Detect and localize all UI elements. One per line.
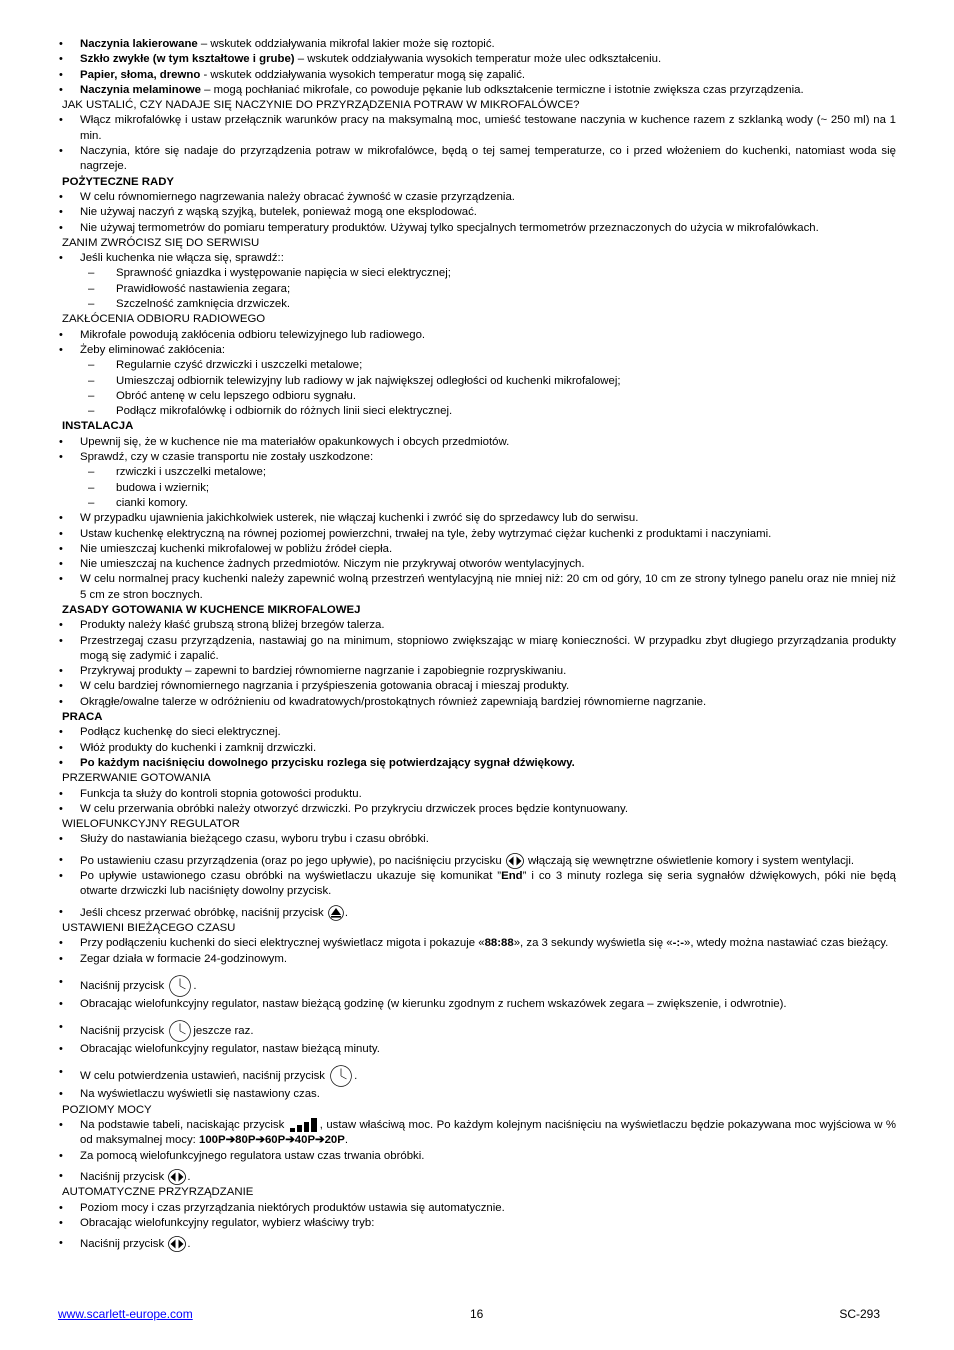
list-item: • Żeby eliminować zakłócenia: bbox=[58, 343, 896, 358]
list-item: • Poziom mocy i czas przyrządzania niektórych produktów ustawia się automatycznie. bbox=[58, 1201, 896, 1216]
list-item: • Naczynia melaminowe – mogą pochłaniać mikrofale, co powoduje pękanie lub odkształcenie termiczne i istotnie zwiększa czas przyrządzenia. bbox=[58, 83, 896, 98]
list-item: • Obracając wielofunkcyjny regulator, nastaw bieżącą godzinę (w kierunku zgodnym z ruchem wskazówek zegara – zwiększenie, i odwrotnie). bbox=[58, 997, 896, 1012]
list-item: • Naciśnij przycisk . bbox=[58, 1236, 896, 1252]
list-item: • Jeśli kuchenka nie włącza się, sprawdź:: bbox=[58, 251, 896, 266]
sub-list-item: – cianki komory. bbox=[58, 496, 896, 511]
list-item: • W celu przerwania obróbki należy otworzyć drzwiczki. Po przykryciu drzwiczek proces będzie kontynuowany. bbox=[58, 802, 896, 817]
list-item: • Nie używaj termometrów do pomiaru temperatury produktów. Używaj tylko specjalnych termometrów przeznaczonych do użycia w mikrofalówkach. bbox=[58, 221, 896, 236]
section-heading: ZAKŁÓCENIA ODBIORU RADIOWEGO bbox=[62, 313, 266, 326]
list-item: • Obracając wielofunkcyjny regulator, nastaw bieżącą minuty. bbox=[58, 1042, 896, 1057]
start-button-icon bbox=[506, 853, 524, 869]
list-item: • Po upływie ustawionego czasu obróbki na wyświetlaczu ukazuje się komunikat ”End” i co 3 minuty rozlega się seria sygnałów dźwiękowych, póki nie będą otwarte drzwiczki lub naciśnięty dowolny przycisk. bbox=[58, 869, 896, 900]
list-item: • Naczynia lakierowane – wskutek oddziaływania mikrofal lakier może się roztopić. bbox=[58, 37, 896, 52]
sub-list-item: – Regularnie czyść drzwiczki i uszczelki metalowe; bbox=[58, 358, 896, 373]
section-heading: POZIOMY MOCY bbox=[62, 1103, 152, 1116]
section-heading: ZASADY GOTOWANIA W KUCHENCE MIKROFALOWEJ bbox=[62, 603, 361, 616]
sub-list-item: – Umieszczaj odbiornik telewizyjny lub radiowy w jak największej odległości od kuchenki mikrofalowej; bbox=[58, 374, 896, 389]
sub-list-item: – Szczelność zamknięcia drzwiczek. bbox=[58, 297, 896, 312]
sub-list-item: – budowa i wziernik; bbox=[58, 481, 896, 496]
section-heading: AUTOMATYCZNE PRZYRZĄDZANIE bbox=[62, 1186, 254, 1199]
list-item: • Po ustawieniu czasu przyrządzenia (oraz po jego upływie), po naciśnięciu przycisku włączają się wewnętrzne oświetlenie komory i system wentylacji. bbox=[58, 853, 896, 869]
clock-button-icon bbox=[329, 1065, 353, 1087]
list-item: • W przypadku ujawnienia jakichkolwiek usterek, nie włączaj kuchenki i zwróć się do sprzedawcy lub do serwisu. bbox=[58, 511, 896, 526]
list-item: • Włóż produkty do kuchenki i zamknij drzwiczki. bbox=[58, 741, 896, 756]
section-heading: ZANIM ZWRÓCISZ SIĘ DO SERWISU bbox=[62, 236, 260, 249]
page-footer bbox=[58, 1307, 896, 1323]
list-item: • Okrągłe/owalne talerze w odróżnieniu od kwadratowych/prostokątnych również zapewniają bardziej równomierne nagrzanie. bbox=[58, 695, 896, 710]
start-button-icon bbox=[168, 1236, 186, 1252]
list-item: • Naciśnij przycisk jeszcze raz. bbox=[58, 1020, 896, 1042]
list-item: • Podłącz kuchenkę do sieci elektrycznej. bbox=[58, 725, 896, 740]
list-item: • Ustaw kuchenkę elektryczną na równej poziomej powierzchni, trwałej na tyle, żeby wytrzymać ciężar kuchenki z produktami i naczyniami. bbox=[58, 527, 896, 542]
clock-button-icon bbox=[168, 975, 192, 997]
list-item: • W celu normalnej pracy kuchenki należy zapewnić wolną przestrzeń wentylacyjną nie mniej niż: 20 cm od góry, 10 cm ze strony tylnego panelu oraz nie mniej niż 5 cm ze stron bocznych. bbox=[58, 572, 896, 603]
sub-list-item: – rzwiczki i uszczelki metalowe; bbox=[58, 465, 896, 480]
list-item: • W celu potwierdzenia ustawień, naciśnij przycisk . bbox=[58, 1065, 896, 1087]
website-link[interactable]: www.scarlett-europe.com bbox=[58, 1307, 193, 1321]
list-item: • Włącz mikrofalówkę i ustaw przełącznik warunków pracy na maksymalną moc, umieść testowane naczynia w kuchence razem z szklanką wody (~ 250 ml) na 1 min. bbox=[58, 113, 896, 144]
list-item: • Nie umieszczaj na kuchence żadnych przedmiotów. Niczym nie przykrywaj otworów wentylacyjnych. bbox=[58, 557, 896, 572]
page-number: 16 bbox=[470, 1307, 484, 1321]
list-item: • Naciśnij przycisk . bbox=[58, 975, 896, 997]
list-item: • Służy do nastawiania bieżącego czasu, wyboru trybu i czasu obróbki. bbox=[58, 832, 896, 847]
clock-button-icon bbox=[168, 1020, 192, 1042]
list-item: • Szkło zwykłe (w tym kształtowe i grube) – wskutek oddziaływania wysokich temperatur może ulec odkształceniu. bbox=[58, 52, 896, 67]
sub-list-item: – Obróć antenę w celu lepszego odbioru sygnału. bbox=[58, 389, 896, 404]
list-item: • Jeśli chcesz przerwać obróbkę, naciśnij przycisk . bbox=[58, 905, 896, 921]
list-item: • Na wyświetlaczu wyświetli się nastawiony czas. bbox=[58, 1087, 896, 1102]
list-item: • Funkcja ta służy do kontroli stopnia gotowości produktu. bbox=[58, 787, 896, 802]
sub-list-item: – Sprawność gniazdka i występowanie napięcia w sieci elektrycznej; bbox=[58, 266, 896, 281]
section-heading: POŻYTECZNE RADY bbox=[62, 175, 175, 188]
list-item: • Upewnij się, że w kuchence nie ma materiałów opakunkowych i obcych przedmiotów. bbox=[58, 435, 896, 450]
model-number: SC-293 bbox=[839, 1307, 880, 1321]
stop-button-icon bbox=[328, 905, 344, 921]
list-item: • Papier, słoma, drewno - wskutek oddziaływania wysokich temperatur mogą się zapalić. bbox=[58, 68, 896, 83]
section-heading: JAK USTALIĆ, CZY NADAJE SIĘ NACZYNIE DO PRZYRZĄDZENIA POTRAW W MIKROFALÓWCE? bbox=[62, 99, 580, 112]
list-item: • Nie używaj naczyń z wąską szyjką, butelek, ponieważ mogą one eksplodować. bbox=[58, 205, 896, 220]
document-body bbox=[58, 37, 896, 1252]
list-item: • W celu bardziej równomiernego nagrzania i przyśpieszenia gotowania obracaj i mieszaj produkty. bbox=[58, 679, 896, 694]
start-button-icon bbox=[168, 1169, 186, 1185]
list-item: • W celu równomiernego nagrzewania należy obracać żywność w czasie przyrządzenia. bbox=[58, 190, 896, 205]
list-item: • Sprawdź, czy w czasie transportu nie zostały uszkodzone: bbox=[58, 450, 896, 465]
section-heading: PRACA bbox=[62, 711, 103, 724]
section-heading: WIELOFUNKCYJNY REGULATOR bbox=[62, 818, 240, 831]
sub-list-item: – Prawidłowość nastawienia zegara; bbox=[58, 282, 896, 297]
list-item: • Produkty należy kłaść grubszą stroną bliżej brzegów talerza. bbox=[58, 618, 896, 633]
list-item: • Naciśnij przycisk . bbox=[58, 1169, 896, 1185]
list-item: • Mikrofale powodują zakłócenia odbioru telewizyjnego lub radiowego. bbox=[58, 328, 896, 343]
list-item: • Za pomocą wielofunkcyjnego regulatora ustaw czas trwania obróbki. bbox=[58, 1149, 896, 1164]
list-item: • Nie umieszczaj kuchenki mikrofalowej w pobliżu źródeł ciepła. bbox=[58, 542, 896, 557]
list-item: • Przestrzegaj czasu przyrządzenia, nastawiaj go na minimum, stopniowo zwiększając w miarę konieczności. W przypadku zbyt długiego przyrządzania produkty mogą się zadymić i zapalić. bbox=[58, 634, 896, 665]
list-item: • Po każdym naciśnięciu dowolnego przycisku rozlega się potwierdzający sygnał dźwiękowy. bbox=[58, 756, 896, 771]
section-heading: USTAWIENI BIEŻĄCEGO CZASU bbox=[62, 921, 236, 934]
sub-list-item: – Podłącz mikrofalówkę i odbiornik do różnych linii sieci elektrycznej. bbox=[58, 404, 896, 419]
list-item: • Przykrywaj produkty – zapewni to bardziej równomierne nagrzanie i zapobiegnie rozpryskiwaniu. bbox=[58, 664, 896, 679]
list-item: • Zegar działa w formacie 24-godzinowym. bbox=[58, 952, 896, 967]
list-item: • Naczynia, które się nadaje do przyrządzenia potraw w mikrofalówce, będą o tej samej temperaturze, co i przed włożeniem do kuchenki, natomiast woda się nagrzeje. bbox=[58, 144, 896, 175]
power-level-button-icon bbox=[289, 1118, 319, 1132]
list-item: • Przy podłączeniu kuchenki do sieci elektrycznej wyświetlacz migota i pokazuje «88:88», za 3 sekundy wyświetla się «-:-», wtedy można nastawiać czas bieżący. bbox=[58, 936, 896, 951]
list-item: • Na podstawie tabeli, naciskając przycisk , ustaw właściwą moc. Po każdym kolejnym naciśnięciu na wyświetlaczu będzie pokazywana moc wyjściowa w % od maksymalnej mocy: 100P➔80P➔60P➔40P➔20P. bbox=[58, 1118, 896, 1149]
list-item: • Obracając wielofunkcyjny regulator, wybierz właściwy tryb: bbox=[58, 1216, 896, 1231]
section-heading: PRZERWANIE GOTOWANIA bbox=[62, 772, 211, 785]
section-heading: INSTALACJA bbox=[62, 420, 134, 433]
